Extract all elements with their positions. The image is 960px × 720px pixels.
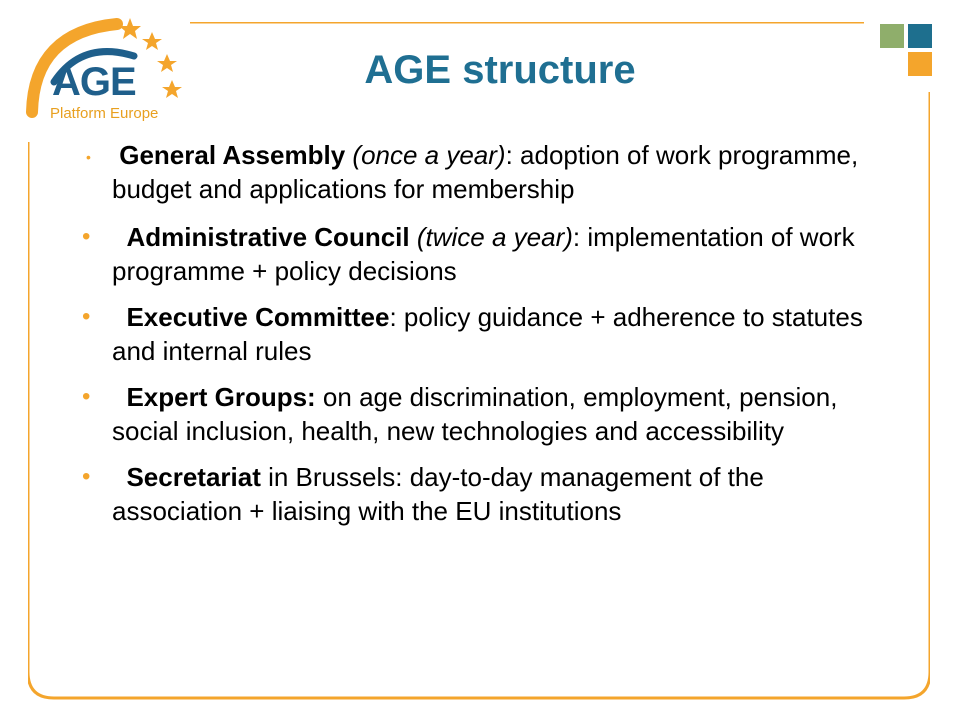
bullet-dot-icon: • — [82, 463, 91, 490]
green-square — [880, 24, 904, 48]
bullet-dot-icon: • — [82, 303, 91, 330]
bullet-head: General Assembly — [119, 140, 346, 170]
logo-text: AGE — [52, 60, 136, 104]
bullet-text: adoption of work programme, budget and applications for membership — [112, 140, 859, 204]
teal-square — [908, 24, 932, 48]
bullet-secretariat — [80, 460, 880, 528]
bullet-note: (once a year) — [352, 140, 506, 170]
bullet-dot-icon: • — [82, 383, 91, 410]
bullet-text: on age discrimination, employment, pension, social inclusion, health, new technologies and accessibility — [112, 382, 838, 446]
bullet-note: (twice a year) — [416, 222, 573, 252]
slide-title: AGE structure — [364, 48, 636, 92]
bullet-text: in Brussels: day-to-day management of the association + liaising with the EU institutions — [112, 462, 764, 526]
bullet-head: Administrative Council — [126, 222, 410, 252]
bullet-sep: : — [505, 140, 513, 170]
bullet-executive-committee — [80, 300, 880, 368]
bullet-dot-icon: • — [86, 149, 91, 165]
bullet-sep: : — [572, 222, 581, 252]
bullet-head: Secretariat — [126, 462, 261, 492]
bullet-text: policy guidance + adherence to statutes and internal rules — [112, 302, 863, 366]
bullet-expert-groups — [80, 380, 880, 448]
bullet-list — [80, 138, 880, 540]
bullet-sep: : — [389, 302, 397, 332]
bullet-text: implementation of work programme + policy decisions — [112, 222, 855, 286]
bullet-general-assembly — [80, 138, 880, 206]
bullet-administrative-council — [80, 220, 880, 288]
bullet-head: Executive Committee — [126, 302, 390, 332]
bullet-head: Expert Groups: — [126, 382, 316, 412]
logo-subtitle: Platform Europe — [50, 105, 159, 122]
bullet-dot-icon: • — [82, 223, 91, 250]
